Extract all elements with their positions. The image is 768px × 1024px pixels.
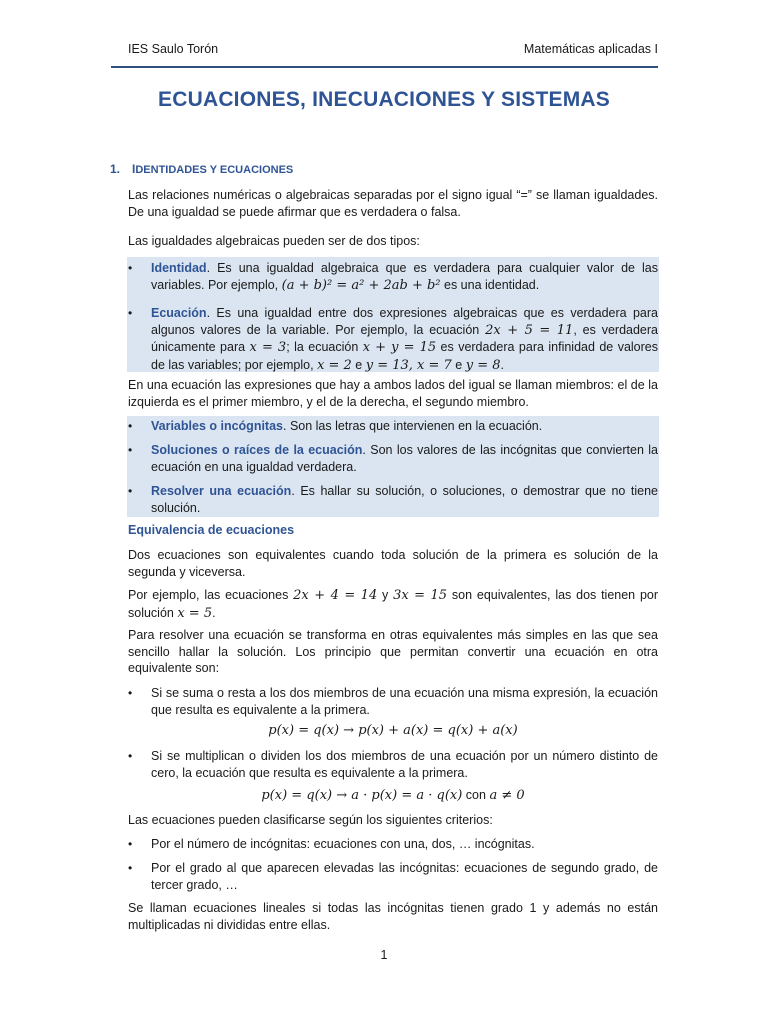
bullet-icon: • bbox=[128, 686, 133, 700]
formula-multiplication: p(x) = q(x) → a · p(x) = a · q(x) con a ≠ 0 bbox=[261, 788, 525, 803]
criterion-unknowns: • Por el número de incógnitas: ecuaciones con una, dos, … incógnitas. bbox=[128, 837, 535, 851]
list-item-variables: • Variables o incógnitas. Son las letras que intervienen en la ecuación. bbox=[128, 419, 543, 433]
list-item-ecuacion: • Ecuación. Es una igualdad entre dos expresiones algebraicas que es verdadera para algunos valores de la variable. Por ejemplo, la ecuación 2x + 5 = 11, es verdadera únicamente para x = 3; la ecuación x + y = 15 es verdadera para infinidad de valores de las variables; por ejemplo, x = 2 e y = 13, x = 7 e y = 8. bbox=[128, 306, 658, 373]
bullet-icon: • bbox=[128, 484, 133, 498]
equivalence-definition: Dos ecuaciones son equivalentes cuando toda solución de la primera es solución de la segunda y viceversa. bbox=[128, 548, 658, 579]
term-soluciones: Soluciones o raíces de la ecuación bbox=[151, 443, 363, 457]
intro-paragraph-1: Las relaciones numéricas o algebraicas separadas por el signo igual “=” se llaman igualdades. De una igualdad se puede afirmar que es verdadera o falsa. bbox=[128, 188, 658, 219]
equivalence-example: Por ejemplo, las ecuaciones 2x + 4 = 14 y 3x = 15 son equivalentes, las dos tienen por solución x = 5. bbox=[128, 588, 659, 621]
term-ecuacion: Ecuación bbox=[151, 306, 207, 320]
page-number: 1 bbox=[380, 948, 388, 962]
section-heading bbox=[110, 162, 293, 176]
linear-equations-paragraph: Se llaman ecuaciones lineales si todas las incógnitas tienen grado 1 y además no están multiplicadas ni divididas entre ellas. bbox=[128, 901, 658, 932]
list-item-identidad: • Identidad. Es una igualdad algebraica que es verdadera para cualquier valor de las variables. Por ejemplo, (a + b)² = a² + 2ab + b² es una identidad. bbox=[128, 261, 658, 293]
header-subject: Matemáticas aplicadas I bbox=[523, 42, 658, 56]
section-number: 1. bbox=[110, 162, 121, 176]
list-item-resolver: • Resolver una ecuación. Es hallar su solución, o soluciones, o demostrar que no tiene solución. bbox=[128, 484, 658, 515]
section-title-initial: I bbox=[132, 162, 136, 176]
principles-intro: Para resolver una ecuación se transforma en otras equivalentes más simples en las que sea sencillo hallar la solución. Los principio que permitan convertir una ecuación en otra equivalente son: bbox=[128, 628, 658, 675]
section-title-rest: DENTIDADES Y ECUACIONES bbox=[135, 164, 294, 176]
bullet-icon: • bbox=[128, 861, 133, 875]
bullet-icon: • bbox=[128, 306, 133, 320]
term-identidad: Identidad bbox=[151, 261, 207, 275]
intro-paragraph-2: Las igualdades algebraicas pueden ser de dos tipos: bbox=[128, 234, 420, 248]
criterion-degree: • Por el grado al que aparecen elevadas las incógnitas: ecuaciones de segundo grado, de tercer grado, … bbox=[128, 861, 658, 892]
bullet-icon: • bbox=[128, 749, 133, 763]
rule-multiplication: • Si se multiplican o dividen los dos miembros de una ecuación por un número distinto de cero, la ecuación que resulta es equivalente a la primera. bbox=[128, 749, 658, 780]
rule-addition: • Si se suma o resta a los dos miembros de una ecuación una misma expresión, la ecuación que resulta es equivalente a la primera. bbox=[128, 686, 658, 717]
bullet-icon: • bbox=[128, 837, 133, 851]
header-divider bbox=[111, 66, 658, 68]
formula-addition: p(x) = q(x) → p(x) + a(x) = q(x) + a(x) bbox=[268, 723, 518, 738]
page-title: ECUACIONES, INECUACIONES Y SISTEMAS bbox=[158, 88, 610, 111]
list-item-soluciones: • Soluciones o raíces de la ecuación. Son los valores de las incógnitas que convierten la ecuación en una igualdad verdadera. bbox=[128, 443, 658, 474]
term-variables: Variables o incógnitas bbox=[151, 419, 283, 433]
term-resolver: Resolver una ecuación bbox=[151, 484, 292, 498]
header-school: IES Saulo Torón bbox=[128, 42, 219, 56]
identity-formula: (a + b)² = a² + 2ab + b² bbox=[281, 277, 441, 293]
members-paragraph: En una ecuación las expresiones que hay a ambos lados del igual se llaman miembros: el de la izquierda es el primer miembro, y el de la derecha, el segundo miembro. bbox=[128, 378, 658, 409]
bullet-icon: • bbox=[128, 443, 133, 457]
classification-intro: Las ecuaciones pueden clasificarse según los siguientes criterios: bbox=[128, 813, 493, 827]
bullet-icon: • bbox=[128, 419, 133, 433]
bullet-icon: • bbox=[128, 261, 133, 275]
subsection-heading: Equivalencia de ecuaciones bbox=[128, 523, 295, 537]
